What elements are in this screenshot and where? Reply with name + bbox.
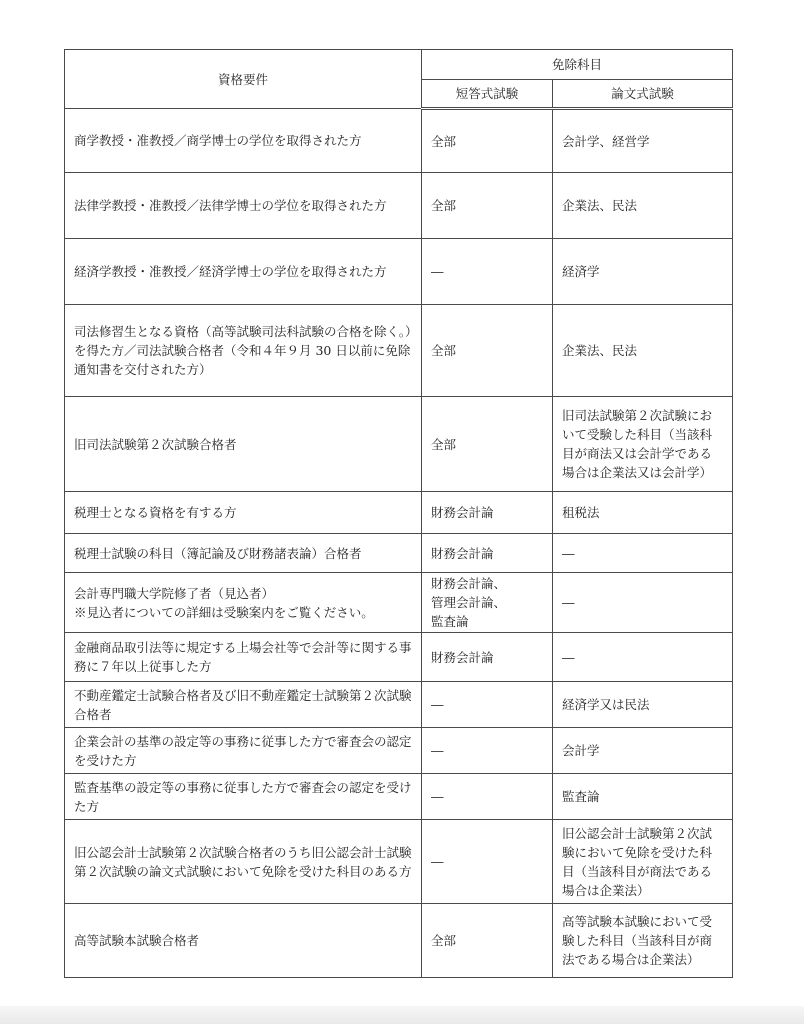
header-short-answer: 短答式試験	[422, 80, 553, 109]
table-row	[65, 820, 733, 904]
cell-essay: 高等試験本試験において受験した科目（当該科目が商法である場合は企業法）	[553, 904, 733, 978]
cell-essay: 監査論	[553, 774, 733, 820]
cell-short-answer: 財務会計論	[422, 633, 553, 682]
cell-short-answer: ―	[422, 239, 553, 305]
table-row	[65, 305, 733, 397]
table-header	[65, 50, 733, 109]
table-body	[65, 109, 733, 978]
cell-qualification: 税理士試験の科目（簿記論及び財務諸表論）合格者	[65, 534, 422, 573]
cell-short-answer: ―	[422, 774, 553, 820]
cell-essay: 会計学、経営学	[553, 109, 733, 173]
cell-essay: 経済学	[553, 239, 733, 305]
cell-short-answer: 財務会計論、 管理会計論、 監査論	[422, 573, 553, 633]
cell-qualification: 企業会計の基準の設定等の事務に従事した方で審査会の認定を受けた方	[65, 728, 422, 774]
cell-essay: ―	[553, 633, 733, 682]
cell-essay: ―	[553, 573, 733, 633]
cell-essay: 企業法、民法	[553, 173, 733, 239]
table-row	[65, 682, 733, 728]
cell-short-answer: 全部	[422, 305, 553, 397]
cell-short-answer: 全部	[422, 109, 553, 173]
table-row	[65, 173, 733, 239]
cell-qualification: 旧公認会計士試験第２次試験合格者のうち旧公認会計士試験第２次試験の論文式試験において免除を受けた科目のある方	[65, 820, 422, 904]
cell-essay: ―	[553, 534, 733, 573]
exemption-table	[64, 49, 733, 978]
cell-qualification: 税理士となる資格を有する方	[65, 492, 422, 534]
cell-short-answer: 全部	[422, 397, 553, 492]
table-row	[65, 904, 733, 978]
table-row	[65, 492, 733, 534]
table-row	[65, 397, 733, 492]
bottom-edge	[0, 1006, 804, 1024]
header-exempt-subjects: 免除科目	[422, 50, 733, 80]
cell-qualification: 監査基準の設定等の事務に従事した方で審査会の認定を受けた方	[65, 774, 422, 820]
table-row	[65, 774, 733, 820]
cell-short-answer: 財務会計論	[422, 534, 553, 573]
cell-short-answer: ―	[422, 728, 553, 774]
table-row	[65, 633, 733, 682]
cell-short-answer: 財務会計論	[422, 492, 553, 534]
cell-qualification: 会計専門職大学院修了者（見込者） ※見込者についての詳細は受験案内をご覧ください。	[65, 573, 422, 633]
header-row-top	[65, 50, 733, 80]
cell-qualification: 金融商品取引法等に規定する上場会社等で会計等に関する事務に７年以上従事した方	[65, 633, 422, 682]
cell-essay: 経済学又は民法	[553, 682, 733, 728]
cell-essay: 企業法、民法	[553, 305, 733, 397]
cell-qualification: 旧司法試験第２次試験合格者	[65, 397, 422, 492]
cell-qualification: 商学教授・准教授／商学博士の学位を取得された方	[65, 109, 422, 173]
cell-qualification: 経済学教授・准教授／経済学博士の学位を取得された方	[65, 239, 422, 305]
cell-short-answer: 全部	[422, 904, 553, 978]
cell-essay: 旧公認会計士試験第２次試験において免除を受けた科目（当該科目が商法である場合は企業法）	[553, 820, 733, 904]
cell-short-answer: ―	[422, 682, 553, 728]
cell-short-answer: ―	[422, 820, 553, 904]
table-row	[65, 109, 733, 173]
cell-essay: 旧司法試験第２次試験において受験した科目（当該科目が商法又は会計学である場合は企業法又は会計学）	[553, 397, 733, 492]
header-essay: 論文式試験	[553, 80, 733, 109]
table-row	[65, 239, 733, 305]
cell-qualification: 不動産鑑定士試験合格者及び旧不動産鑑定士試験第２次試験合格者	[65, 682, 422, 728]
cell-short-answer: 全部	[422, 173, 553, 239]
table-row	[65, 573, 733, 633]
table-row	[65, 728, 733, 774]
cell-essay: 会計学	[553, 728, 733, 774]
header-qualification: 資格要件	[65, 50, 422, 109]
cell-essay: 租税法	[553, 492, 733, 534]
cell-qualification: 司法修習生となる資格（高等試験司法科試験の合格を除く。）を得た方／司法試験合格者（令和４年９月 30 日以前に免除通知書を交付された方）	[65, 305, 422, 397]
cell-qualification: 法律学教授・准教授／法律学博士の学位を取得された方	[65, 173, 422, 239]
cell-qualification: 高等試験本試験合格者	[65, 904, 422, 978]
table-row	[65, 534, 733, 573]
